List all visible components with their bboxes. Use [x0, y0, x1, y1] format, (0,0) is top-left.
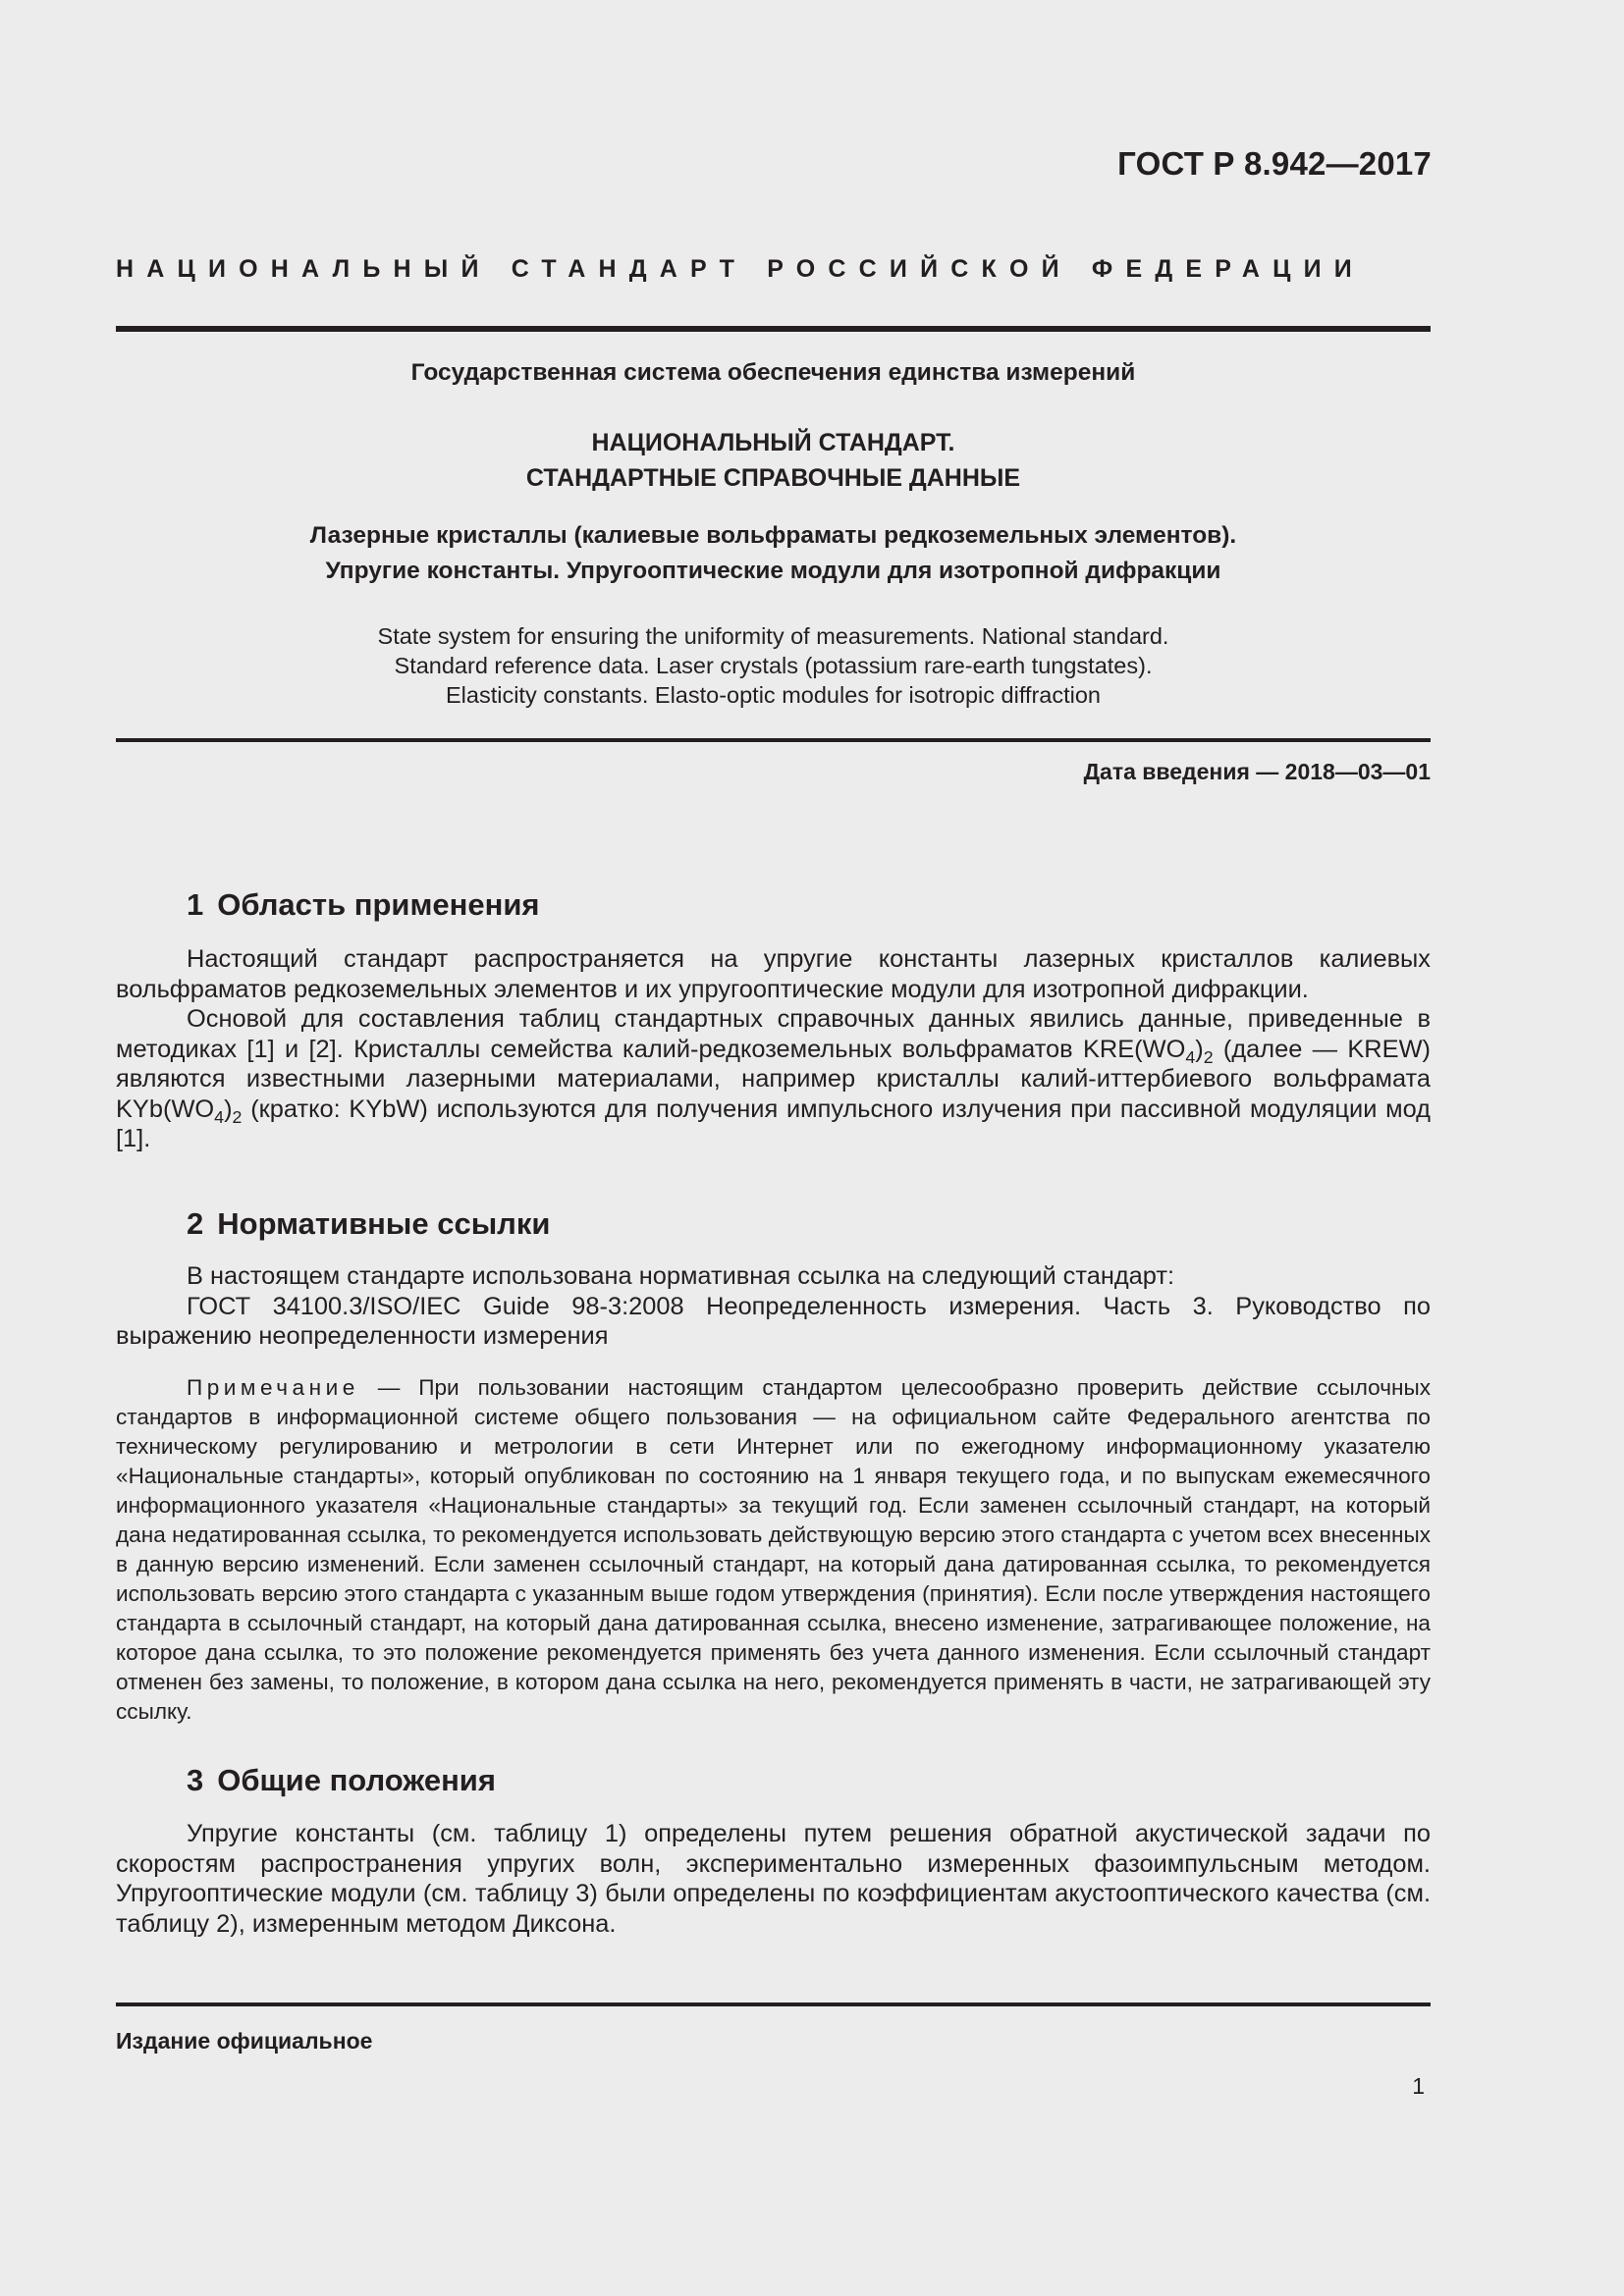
english-title-line: Standard reference data. Laser crystals (potassium rare-earth tungstates).: [394, 653, 1153, 678]
subject-title-line: Упругие константы. Упругооптические модули для изотропной дифракции: [325, 558, 1221, 584]
title-divider: [116, 738, 1431, 742]
subscript: 4: [214, 1106, 225, 1127]
paragraph: ГОСТ 34100.3/ISO/IEC Guide 98-3:2008 Неопределенность измерения. Часть 3. Руководство по выражению неопределенности измерения: [116, 1292, 1431, 1350]
system-title: Государственная система обеспечения единства измерений: [410, 359, 1136, 386]
paragraph: Упругие константы (см. таблицу 1) определены путем решения обратной акустической задачи по скоростям распространения упругих волн, экспериментально измеренных фазоимпульсным методом. Упругооптические модули (см. таблицу 3) были определены по коэффициентам акустооптического качества (см. таблицу 2), измеренным методом Диксона.: [116, 1820, 1431, 1938]
note-text: — При пользовании настоящим стандартом целесообразно проверить действие ссылочных стандартов в информационной системе общего пользования — на официальном сайте Федерального агентства по техническому регулированию и метрологии в сети Интернет или по ежегодному информационному указателю «Национальные стандарты», который опубликован по состоянию на 1 января текущего года, и по выпускам ежемесячного информационного указателя «Национальные стандарты» за текущий год. Если заменен ссылочный стандарт, на который дана недатированная ссылка, то рекомендуется использовать действующую версию этого стандарта с учетом всех внесенных в данную версию изменений. Если заменен ссылочный стандарт, на который дана датированная ссылка, то рекомендуется использовать версию этого стандарта с указанным выше годом утверждения (принятия). Если после утверждения настоящего стандарта в ссылочный стандарт, на который дана датированная ссылка, внесено изменение, затрагивающее положение, на которое дана ссылка, то это положение рекомендуется применять без учета данного изменения. Если ссылочный стандарт отменен без замены, то положение, в котором дана ссылка на него, рекомендуется применять в части, не затрагивающей эту ссылку.: [116, 1375, 1431, 1724]
section-number: 3: [187, 1763, 204, 1797]
section-body-normative-references: [116, 1261, 1431, 1352]
section-title: Нормативные ссылки: [217, 1206, 551, 1241]
section-heading-normative-references: [187, 1206, 550, 1242]
paragraph: Настоящий стандарт распространяется на упругие константы лазерных кристаллов калиевых вольфраматов редкоземельных элементов и их упругооптические модули для изотропной дифракции.: [116, 945, 1431, 1003]
introduction-date: Дата введения — 2018—03—01: [1083, 759, 1431, 784]
section-number: 1: [187, 887, 204, 922]
footer-divider: [116, 2002, 1431, 2006]
section-heading-general-provisions: [187, 1763, 496, 1798]
national-standard-header: НАЦИОНАЛЬНЫЙ СТАНДАРТ РОССИЙСКОЙ ФЕДЕРАЦИИ: [116, 255, 1365, 283]
standard-title-line: НАЦИОНАЛЬНЫЙ СТАНДАРТ.: [591, 429, 955, 456]
official-edition-label: Издание официальное: [116, 2028, 373, 2054]
section-title: Область применения: [217, 887, 540, 922]
paragraph: В настоящем стандарте использована нормативная ссылка на следующий стандарт:: [187, 1262, 1175, 1290]
standard-title: [116, 425, 1431, 496]
note-paragraph: [116, 1373, 1431, 1727]
standard-title-line: СТАНДАРТНЫЕ СПРАВОЧНЫЕ ДАННЫЕ: [525, 464, 1021, 492]
section-body-scope: [116, 944, 1431, 1154]
text-run: ): [224, 1095, 233, 1123]
header-divider: [116, 326, 1431, 332]
note-block: [116, 1373, 1431, 1727]
document-number: ГОСТ Р 8.942—2017: [1117, 145, 1432, 182]
section-body-general-provisions: [116, 1819, 1431, 1939]
english-title-line: State system for ensuring the uniformity of measurements. National standard.: [377, 623, 1169, 649]
page-number: 1: [1412, 2073, 1425, 2099]
text-run: Основой для составления таблиц стандартных справочных данных явились данные, приведенные в методиках [1] и [2]. Кристаллы семейства калий-редкоземельных вольфраматов KRE(WO: [116, 1005, 1431, 1063]
english-title-line: Elasticity constants. Elasto-optic modules for isotropic diffraction: [446, 682, 1101, 708]
text-run: ): [1195, 1035, 1204, 1063]
section-number: 2: [187, 1206, 204, 1241]
section-title: Общие положения: [217, 1763, 496, 1797]
subscript: 2: [232, 1106, 243, 1127]
subscript: 2: [1203, 1046, 1214, 1067]
note-label: Примечание: [187, 1375, 359, 1400]
subject-title: [116, 518, 1431, 589]
english-title: [116, 621, 1431, 710]
subscript: 4: [1185, 1046, 1196, 1067]
section-heading-scope: [187, 887, 540, 923]
subject-title-line: Лазерные кристаллы (калиевые вольфраматы редкоземельных элементов).: [309, 522, 1237, 549]
text-run: (далее — KREW) являются известными лазерными материалами, например кристаллы калий-иттербиевого вольфрамата KYb(WO: [116, 1035, 1431, 1123]
text-run: (кратко: KYbW) используются для получения импульсного излучения при пассивной модуляции мод [1].: [116, 1095, 1431, 1152]
paragraph: [116, 1004, 1431, 1154]
